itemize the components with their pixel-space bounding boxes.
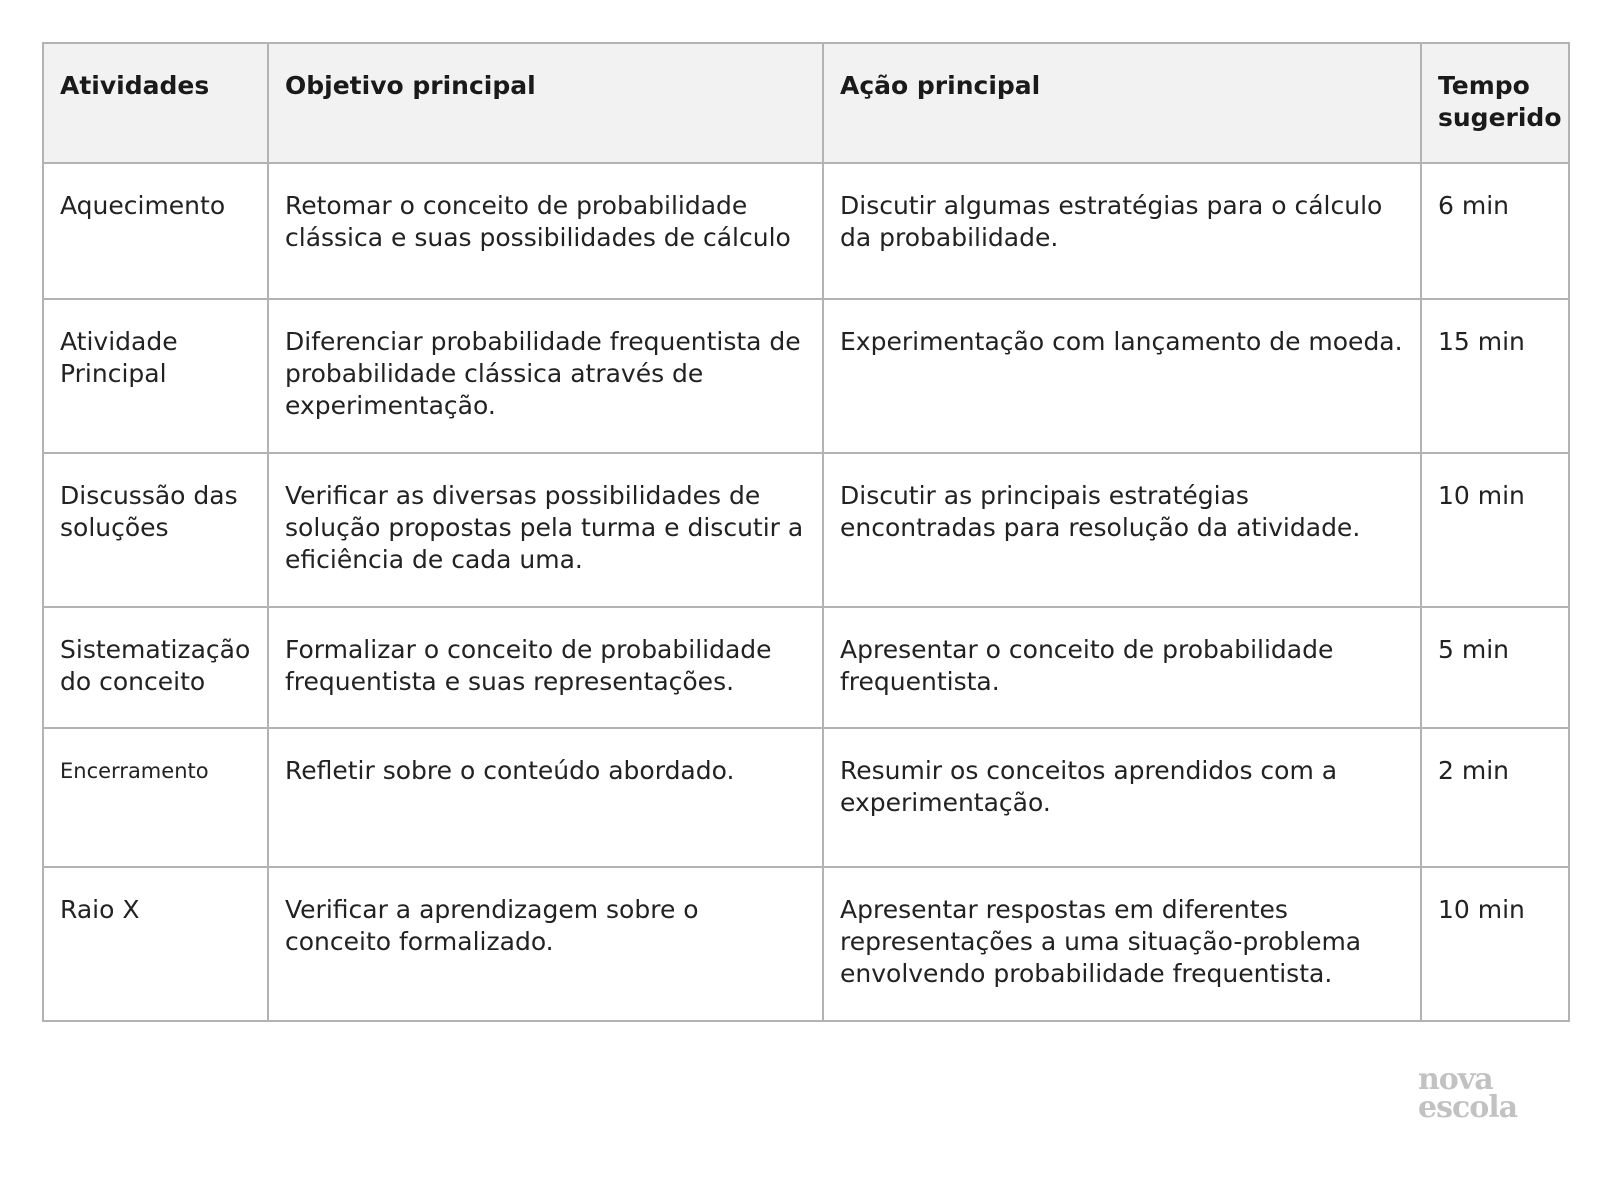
logo-line-2: escola [1418, 1090, 1518, 1125]
cell-acao: Discutir as principais estratégias encontradas para resolução da atividade. [823, 453, 1421, 607]
cell-atividade: Encerramento [43, 728, 268, 867]
nova-escola-logo [1418, 1062, 1518, 1125]
table-row [43, 728, 1569, 867]
header-objetivo: Objetivo principal [268, 43, 823, 163]
cell-objetivo: Diferenciar probabilidade frequentista de probabilidade clássica através de experimentação. [268, 299, 823, 453]
cell-tempo: 10 min [1421, 867, 1569, 1021]
cell-objetivo: Formalizar o conceito de probabilidade frequentista e suas representações. [268, 607, 823, 728]
cell-objetivo: Retomar o conceito de probabilidade clássica e suas possibilidades de cálculo [268, 163, 823, 299]
cell-objetivo: Verificar a aprendizagem sobre o conceito formalizado. [268, 867, 823, 1021]
cell-tempo: 5 min [1421, 607, 1569, 728]
cell-tempo: 15 min [1421, 299, 1569, 453]
cell-acao: Discutir algumas estratégias para o cálculo da probabilidade. [823, 163, 1421, 299]
cell-tempo: 10 min [1421, 453, 1569, 607]
cell-atividade: Aquecimento [43, 163, 268, 299]
table-row [43, 299, 1569, 453]
cell-acao: Resumir os conceitos aprendidos com a experimentação. [823, 728, 1421, 867]
table-header-row [43, 43, 1569, 163]
cell-acao: Apresentar o conceito de probabilidade frequentista. [823, 607, 1421, 728]
header-atividades: Atividades [43, 43, 268, 163]
table-row [43, 163, 1569, 299]
table-row [43, 607, 1569, 728]
header-acao: Ação principal [823, 43, 1421, 163]
cell-atividade: Discussão das soluções [43, 453, 268, 607]
table-row [43, 867, 1569, 1021]
cell-atividade: Atividade Principal [43, 299, 268, 453]
cell-atividade: Raio X [43, 867, 268, 1021]
cell-acao: Experimentação com lançamento de moeda. [823, 299, 1421, 453]
header-tempo: Tempo sugerido [1421, 43, 1569, 163]
table-row [43, 453, 1569, 607]
lesson-plan-table [42, 42, 1570, 1022]
cell-objetivo: Verificar as diversas possibilidades de solução propostas pela turma e discutir a eficiência de cada uma. [268, 453, 823, 607]
cell-atividade: Sistematização do conceito [43, 607, 268, 728]
logo-line-1: nova [1418, 1062, 1493, 1097]
cell-tempo: 6 min [1421, 163, 1569, 299]
cell-acao: Apresentar respostas em diferentes representações a uma situação-problema envolvendo probabilidade frequentista. [823, 867, 1421, 1021]
cell-objetivo: Refletir sobre o conteúdo abordado. [268, 728, 823, 867]
cell-tempo: 2 min [1421, 728, 1569, 867]
